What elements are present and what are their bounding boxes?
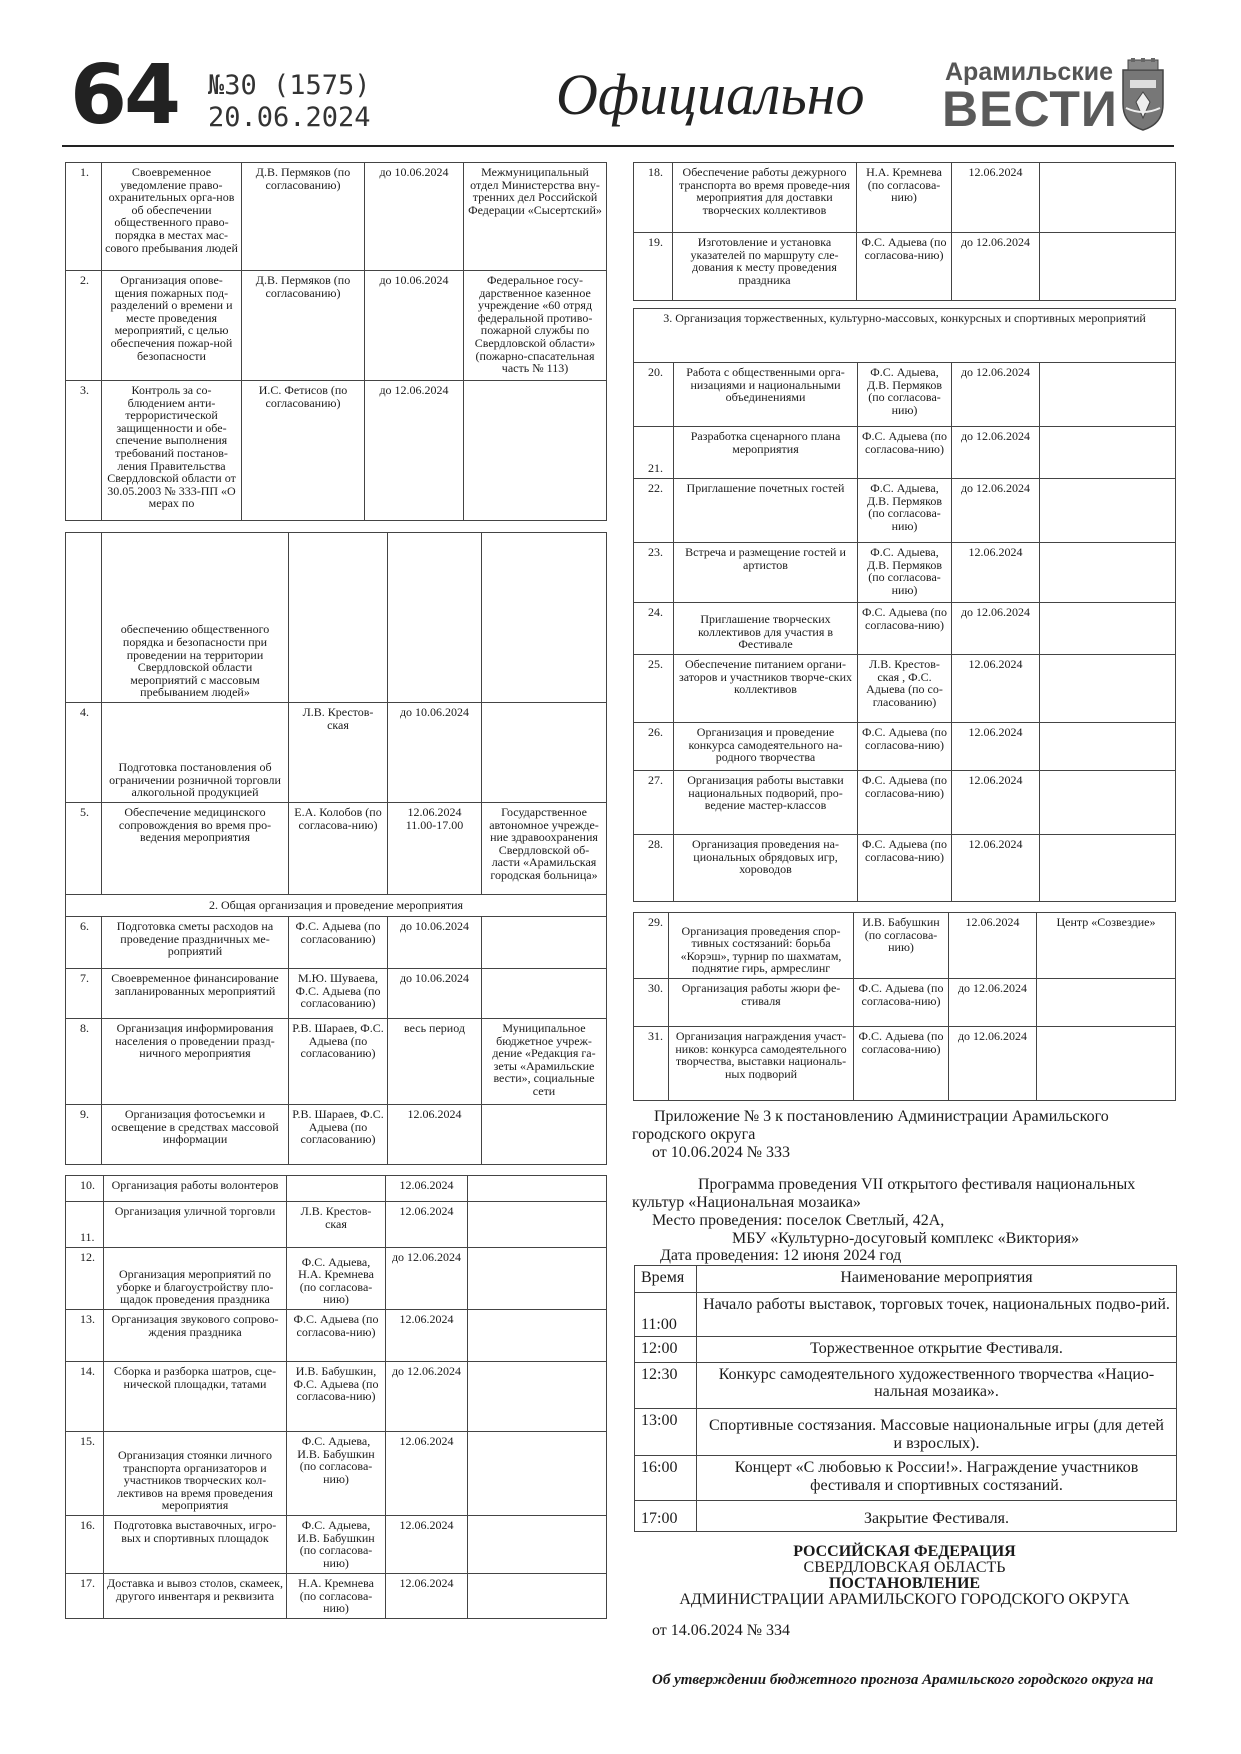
- table-row: [634, 543, 1176, 603]
- row-event: Встреча и размещение гостей и артистов: [674, 543, 858, 603]
- row-responsible: И.С. Фетисов (по согласованию): [242, 381, 365, 521]
- row-date: 12.06.2024: [386, 1574, 468, 1619]
- table-row: [66, 1176, 607, 1202]
- row-event: Изготовление и установка указателей по маршруту сле-дования к месту проведения праздника: [673, 233, 857, 301]
- row-number: 19.: [634, 233, 673, 301]
- row-event: Обеспечение питанием органи-заторов и участников творче-ских коллективов: [674, 655, 858, 723]
- row-note: Муниципальное бюджетное учреж-дение «Редакция га-зеты «Арамильские вести», социальные сети: [482, 1019, 607, 1105]
- table-row: [66, 381, 607, 521]
- row-event: Организация уличной торговли: [104, 1202, 287, 1248]
- row-responsible: Л.В. Крестов-ская: [289, 703, 388, 803]
- row-date: до 12.06.2024: [952, 479, 1040, 543]
- row-responsible: Ф.С. Адыева (по согласова-нию): [858, 835, 952, 902]
- schedule-row: [635, 1501, 1177, 1532]
- plan-table-e: [633, 308, 1176, 902]
- row-number: 27.: [634, 771, 674, 835]
- row-date: до 10.06.2024: [365, 271, 464, 381]
- row-note: [1040, 163, 1176, 233]
- row-number: 11.: [66, 1202, 104, 1248]
- issue-date: 20.06.2024: [208, 102, 371, 133]
- row-number: 22.: [634, 479, 674, 543]
- program-title: [632, 1176, 1177, 1211]
- row-event: Работа с общественными орга-низациями и национальными объединениями: [674, 363, 858, 427]
- table-row: [634, 363, 1176, 427]
- schedule-row: [635, 1292, 1177, 1337]
- row-number: 20.: [634, 363, 674, 427]
- schedule-table: [634, 1265, 1177, 1532]
- table-row: [634, 163, 1176, 233]
- table-row: [634, 427, 1176, 479]
- row-number: 3.: [66, 381, 102, 521]
- row-note: [482, 969, 607, 1019]
- row-responsible: Ф.С. Адыева (по согласова-нию): [858, 723, 952, 771]
- section-row: [66, 895, 607, 917]
- row-date: до 12.06.2024: [952, 427, 1040, 479]
- row-event: Организация награждения участ-ников: конкурса самодеятельного творчества, выставки националь-ных подворий: [669, 1027, 854, 1101]
- row-date: 12.06.2024: [386, 1202, 468, 1248]
- row-number: 26.: [634, 723, 674, 771]
- plan-table-f: [633, 912, 1176, 1101]
- table-row: [634, 723, 1176, 771]
- row-date: до 12.06.2024: [365, 381, 464, 521]
- schedule-row: [635, 1337, 1177, 1362]
- decree-number: от 14.06.2024 № 334: [652, 1622, 791, 1639]
- row-event-continued: обеспечению общественного порядка и безопасности при проведении на территории Свердловской области мероприятий с массовым пребыванием людей»: [102, 533, 289, 703]
- row-date: 12.06.2024: [386, 1516, 468, 1574]
- decree-authority: АДМИНИСТРАЦИИ АРАМИЛЬСКОГО ГОРОДСКОГО ОКРУГА: [679, 1591, 1130, 1608]
- row-responsible: Ф.С. Адыева, И.В. Бабушкин (по согласова-нию): [287, 1516, 386, 1574]
- plan-table-b: [65, 532, 607, 1165]
- row-number: 13.: [66, 1310, 104, 1362]
- row-event: Доставка и вывоз столов, скамеек, другого инвентаря и реквизита: [104, 1574, 287, 1619]
- table-row: [66, 969, 607, 1019]
- row-event: Организация опове-щения пожарных под-разделений о времени и месте проведения мероприятий, с целью обеспечения пожар-ной безопасности: [102, 271, 242, 381]
- schedule-event: Закрытие Фестиваля.: [697, 1501, 1177, 1532]
- row-date: 12.06.2024: [386, 1310, 468, 1362]
- schedule-event: Спортивные состязания. Массовые национальные игры (для детей и взрослых).: [697, 1409, 1177, 1456]
- decree-title: Об утверждении бюджетного прогноза Арамильского городского округа на: [652, 1672, 1154, 1688]
- section-title: Официально: [556, 62, 865, 127]
- row-number: 23.: [634, 543, 674, 603]
- schedule-time: 12:00: [635, 1337, 697, 1362]
- row-note: [468, 1248, 607, 1310]
- decree-type: ПОСТАНОВЛЕНИЕ: [828, 1575, 981, 1592]
- row-event: Организация проведения спор-тивных состязаний: борьба «Корэш», турнир по шахматам, поднятие гирь, армреслинг: [669, 913, 854, 979]
- row-number: 24.: [634, 603, 674, 655]
- row-event: Обеспечение работы дежурного транспорта во время проведе-ния мероприятия для доставки творческих коллективов: [673, 163, 857, 233]
- row-event: Сборка и разборка шатров, сце-нической площадки, татами: [104, 1362, 287, 1432]
- row-number: 2.: [66, 271, 102, 381]
- table-row: [634, 655, 1176, 723]
- row-event: Организация информирования населения о проведении празд-ничного мероприятия: [102, 1019, 289, 1105]
- schedule-row: [635, 1409, 1177, 1456]
- row-number: 9.: [66, 1105, 102, 1165]
- section-row: [634, 309, 1176, 363]
- row-date: до 10.06.2024: [388, 917, 482, 969]
- schedule-col-event: Наименование мероприятия: [697, 1266, 1177, 1293]
- row-note: Центр «Созвездие»: [1037, 913, 1176, 979]
- row-note: [1040, 835, 1176, 902]
- row-responsible: Р.В. Шараев, Ф.С. Адыева (по согласованию): [289, 1105, 388, 1165]
- row-event: Подготовка постановления об ограничении розничной торговли алкогольной продукцией: [102, 703, 289, 803]
- row-note: [1040, 603, 1176, 655]
- row-responsible: Н.А. Кремнева (по согласова-нию): [287, 1574, 386, 1619]
- row-date: 12.06.2024: [386, 1176, 468, 1202]
- table-row: [634, 603, 1176, 655]
- row-number: 10.: [66, 1176, 104, 1202]
- row-note: [1040, 543, 1176, 603]
- plan-table-a: [65, 162, 607, 521]
- row-responsible: Ф.С. Адыева (по согласова-нию): [854, 979, 949, 1027]
- table-row: [634, 479, 1176, 543]
- program-place: Место проведения: поселок Светлый, 42А,: [652, 1212, 945, 1229]
- coat-of-arms-icon: [1120, 58, 1166, 132]
- table-row: [634, 913, 1176, 979]
- table-row: [66, 1248, 607, 1310]
- table-row: [66, 1202, 607, 1248]
- row-number: 30.: [634, 979, 669, 1027]
- row-event: Организация стоянки личного транспорта организаторов и участников творческих кол-лективов на время проведения мероприятия: [104, 1432, 287, 1516]
- row-number: 6.: [66, 917, 102, 969]
- row-note: [1040, 723, 1176, 771]
- row-note: [482, 703, 607, 803]
- row-date: до 12.06.2024: [952, 233, 1040, 301]
- program-line: Программа проведения VII открытого фестиваля национальных культур «Национальная мозаика»: [632, 1176, 1136, 1211]
- row-number: 7.: [66, 969, 102, 1019]
- table-row: [634, 233, 1176, 301]
- row-event: Обеспечение медицинского сопровождения во время про-ведения мероприятия: [102, 803, 289, 895]
- table-row: [66, 1574, 607, 1619]
- decree-region: СВЕРДЛОВСКАЯ ОБЛАСТЬ: [803, 1559, 1006, 1576]
- appendix-ref: от 10.06.2024 № 333: [652, 1144, 791, 1161]
- row-note: [1040, 363, 1176, 427]
- schedule-col-time: Время: [635, 1266, 697, 1293]
- row-note: [1040, 427, 1176, 479]
- row-number: 17.: [66, 1574, 104, 1619]
- logo-line2: ВЕСТИ: [942, 81, 1118, 137]
- row-responsible: Д.В. Пермяков (по согласованию): [242, 271, 365, 381]
- row-date: 12.06.2024: [386, 1432, 468, 1516]
- row-responsible: Ф.С. Адыева (по согласова-нию): [854, 1027, 949, 1101]
- row-event: Подготовка выставочных, игро-вых и спортивных площадок: [104, 1516, 287, 1574]
- schedule-time: 16:00: [635, 1456, 697, 1501]
- row-note: [1040, 479, 1176, 543]
- schedule-event: Начало работы выставок, торговых точек, национальных подво-рий.: [697, 1292, 1177, 1337]
- appendix-line1: Приложение № 3 к постановлению Администрации Арамильского городского округа: [632, 1108, 1109, 1143]
- row-note: [468, 1362, 607, 1432]
- row-responsible: Ф.С. Адыева (по согласованию): [289, 917, 388, 969]
- table-row: [66, 1362, 607, 1432]
- row-date: до 10.06.2024: [365, 163, 464, 271]
- row-number: 21.: [634, 427, 674, 479]
- row-note: [468, 1202, 607, 1248]
- table-row: [66, 533, 607, 703]
- row-responsible: Ф.С. Адыева, И.В. Бабушкин (по согласова-нию): [287, 1432, 386, 1516]
- table-row: [634, 771, 1176, 835]
- row-number: 1.: [66, 163, 102, 271]
- row-responsible: Ф.С. Адыева (по согласова-нию): [858, 603, 952, 655]
- row-number: 14.: [66, 1362, 104, 1432]
- row-date: до 10.06.2024: [388, 703, 482, 803]
- row-note: [1037, 1027, 1176, 1101]
- row-number: 28.: [634, 835, 674, 902]
- schedule-event: Торжественное открытие Фестиваля.: [697, 1337, 1177, 1362]
- row-number: 18.: [634, 163, 673, 233]
- row-event: Приглашение почетных гостей: [674, 479, 858, 543]
- issue-number: №30 (1575): [208, 70, 371, 101]
- row-responsible: Р.В. Шараев, Ф.С. Адыева (по согласованию): [289, 1019, 388, 1105]
- row-number: 15.: [66, 1432, 104, 1516]
- row-event: Организация фотосъемки и освещение в средствах массовой информации: [102, 1105, 289, 1165]
- row-responsible: Л.В. Крестов-ская , Ф.С. Адыева (по со-гласованию): [858, 655, 952, 723]
- row-event: Своевременное финансирование запланированных мероприятий: [102, 969, 289, 1019]
- row-responsible: М.Ю. Шуваева, Ф.С. Адыева (по согласованию): [289, 969, 388, 1019]
- row-note: [482, 1105, 607, 1165]
- row-number: 29.: [634, 913, 669, 979]
- table-row: [66, 1516, 607, 1574]
- row-number: 31.: [634, 1027, 669, 1101]
- row-note: Межмуниципальный отдел Министерства вну-тренних дел Российской Федерации «Сысертский»: [464, 163, 607, 271]
- row-event: Приглашение творческих коллективов для участия в Фестивале: [674, 603, 858, 655]
- row-responsible: Л.В. Крестов-ская: [287, 1202, 386, 1248]
- row-note: [1040, 233, 1176, 301]
- row-date: 12.06.2024: [388, 1105, 482, 1165]
- row-responsible: Ф.С. Адыева, Н.А. Кремнева (по согласова-нию): [287, 1248, 386, 1310]
- row-note: [468, 1432, 607, 1516]
- row-event: Подготовка сметы расходов на проведение праздничных ме-роприятий: [102, 917, 289, 969]
- schedule-time: 12:30: [635, 1362, 697, 1409]
- row-event: Организация и проведение конкурса самодеятельного на-родного творчества: [674, 723, 858, 771]
- table-row: [66, 271, 607, 381]
- row-number: 16.: [66, 1516, 104, 1574]
- row-date: 12.06.2024: [949, 913, 1037, 979]
- program-org: МБУ «Культурно-досуговый комплекс «Виктория»: [732, 1230, 1080, 1247]
- row-event: Организация работы выставки национальных подворий, про-ведение мастер-классов: [674, 771, 858, 835]
- row-date: до 12.06.2024: [949, 979, 1037, 1027]
- row-note: [468, 1516, 607, 1574]
- row-date: 12.06.2024: [952, 655, 1040, 723]
- section-heading: 3. Организация торжественных, культурно-массовых, конкурсных и спортивных мероприятий: [634, 309, 1176, 363]
- row-date: 12.06.2024 11.00-17.00: [388, 803, 482, 895]
- schedule-time: 17:00: [635, 1501, 697, 1532]
- table-row: [634, 835, 1176, 902]
- row-date: до 12.06.2024: [949, 1027, 1037, 1101]
- row-note: [464, 381, 607, 521]
- schedule-event: Конкурс самодеятельного художественного творчества «Нацио-нальная мозаика».: [697, 1362, 1177, 1409]
- row-responsible: Ф.С. Адыева, Д.В. Пермяков (по согласова-нию): [858, 543, 952, 603]
- row-note: [1040, 655, 1176, 723]
- row-note: [482, 917, 607, 969]
- row-responsible: Ф.С. Адыева, Д.В. Пермяков (по согласова-нию): [858, 479, 952, 543]
- row-note: [1037, 979, 1176, 1027]
- row-number: 8.: [66, 1019, 102, 1105]
- row-responsible: Ф.С. Адыева (по согласова-нию): [858, 771, 952, 835]
- schedule-time: 13:00: [635, 1409, 697, 1456]
- row-responsible: Д.В. Пермяков (по согласованию): [242, 163, 365, 271]
- row-note: Государственное автономное учрежде-ние здравоохранения Свердловской об-ласти «Арамильская городская больница»: [482, 803, 607, 895]
- plan-table-c: [65, 1175, 607, 1619]
- row-number: 12.: [66, 1248, 104, 1310]
- row-date: до 12.06.2024: [952, 363, 1040, 427]
- row-note: [1040, 771, 1176, 835]
- row-event: Организация работы волонтеров: [104, 1176, 287, 1202]
- decree-country: РОССИЙСКАЯ ФЕДЕРАЦИЯ: [793, 1543, 1016, 1560]
- row-event: Контроль за со-блюдением анти-террористической защищенности и обе-спечение выполнения требований постанов-ления Правительства Свердловской области от 30.05.2003 № 333-ПП «О мерах по: [102, 381, 242, 521]
- row-event: Организация звукового сопрово-ждения праздника: [104, 1310, 287, 1362]
- row-date: 12.06.2024: [952, 163, 1040, 233]
- row-responsible: Ф.С. Адыева (по согласова-нию): [287, 1310, 386, 1362]
- row-event: Своевременное уведомление право-охранительных орга-нов об обеспечении общественного право-порядка в местах мас-сового пребывания людей: [102, 163, 242, 271]
- table-row: [66, 1310, 607, 1362]
- schedule-row: [635, 1456, 1177, 1501]
- row-event: Организация мероприятий по уборке и благоустройству пло-щадок проведения праздника: [104, 1248, 287, 1310]
- row-date: 12.06.2024: [952, 771, 1040, 835]
- row-note: Федеральное госу-дарственное казенное учреждение «60 отряд федеральной противо-пожарной службы по Свердловской области» (пожарно-спасательная часть № 113): [464, 271, 607, 381]
- row-date: до 12.06.2024: [952, 603, 1040, 655]
- page-number: 64: [70, 48, 179, 143]
- row-responsible: Ф.С. Адыева (по согласова-нию): [857, 233, 952, 301]
- table-row: [66, 163, 607, 271]
- row-number: 25.: [634, 655, 674, 723]
- table-row: [66, 917, 607, 969]
- row-date: до 12.06.2024: [386, 1248, 468, 1310]
- row-event: Организация проведения на-циональных обрядовых игр, хороводов: [674, 835, 858, 902]
- table-row: [66, 703, 607, 803]
- row-date: 12.06.2024: [952, 835, 1040, 902]
- row-event: Разработка сценарного плана мероприятия: [674, 427, 858, 479]
- plan-table-d: [633, 162, 1176, 301]
- row-date: до 10.06.2024: [388, 969, 482, 1019]
- logo-line1: Арамильские: [945, 58, 1114, 86]
- row-date: до 12.06.2024: [386, 1362, 468, 1432]
- header-divider: [62, 145, 1174, 147]
- row-responsible: [287, 1176, 386, 1202]
- row-note: [468, 1310, 607, 1362]
- row-date: 12.06.2024: [952, 543, 1040, 603]
- table-row: [66, 1019, 607, 1105]
- appendix-heading: [632, 1108, 1177, 1143]
- table-row: [634, 979, 1176, 1027]
- section-heading: 2. Общая организация и проведение мероприятия: [66, 895, 607, 917]
- row-date: весь период: [388, 1019, 482, 1105]
- row-note: [468, 1574, 607, 1619]
- row-responsible: Е.А. Колобов (по согласова-нию): [289, 803, 388, 895]
- row-responsible: Ф.С. Адыева, Д.В. Пермяков (по согласова-нию): [858, 363, 952, 427]
- table-row: [66, 803, 607, 895]
- row-date: 12.06.2024: [952, 723, 1040, 771]
- row-event: Организация работы жюри фе-стиваля: [669, 979, 854, 1027]
- table-row: [66, 1105, 607, 1165]
- table-row: [66, 1432, 607, 1516]
- schedule-event: Концерт «С любовью к России!». Награждение участников фестиваля и спортивных состязаний.: [697, 1456, 1177, 1501]
- schedule-header: [635, 1266, 1177, 1293]
- row-responsible: Н.А. Кремнева (по согласова-нию): [857, 163, 952, 233]
- row-responsible: И.В. Бабушкин (по согласова-нию): [854, 913, 949, 979]
- row-number: 5.: [66, 803, 102, 895]
- table-row: [634, 1027, 1176, 1101]
- schedule-row: [635, 1362, 1177, 1409]
- row-responsible: И.В. Бабушкин, Ф.С. Адыева (по согласова-нию): [287, 1362, 386, 1432]
- row-responsible: Ф.С. Адыева (по согласова-нию): [858, 427, 952, 479]
- row-note: [468, 1176, 607, 1202]
- schedule-time: 11:00: [635, 1292, 697, 1337]
- program-date: Дата проведения: 12 июня 2024 год: [660, 1247, 902, 1264]
- row-number: 4.: [66, 703, 102, 803]
